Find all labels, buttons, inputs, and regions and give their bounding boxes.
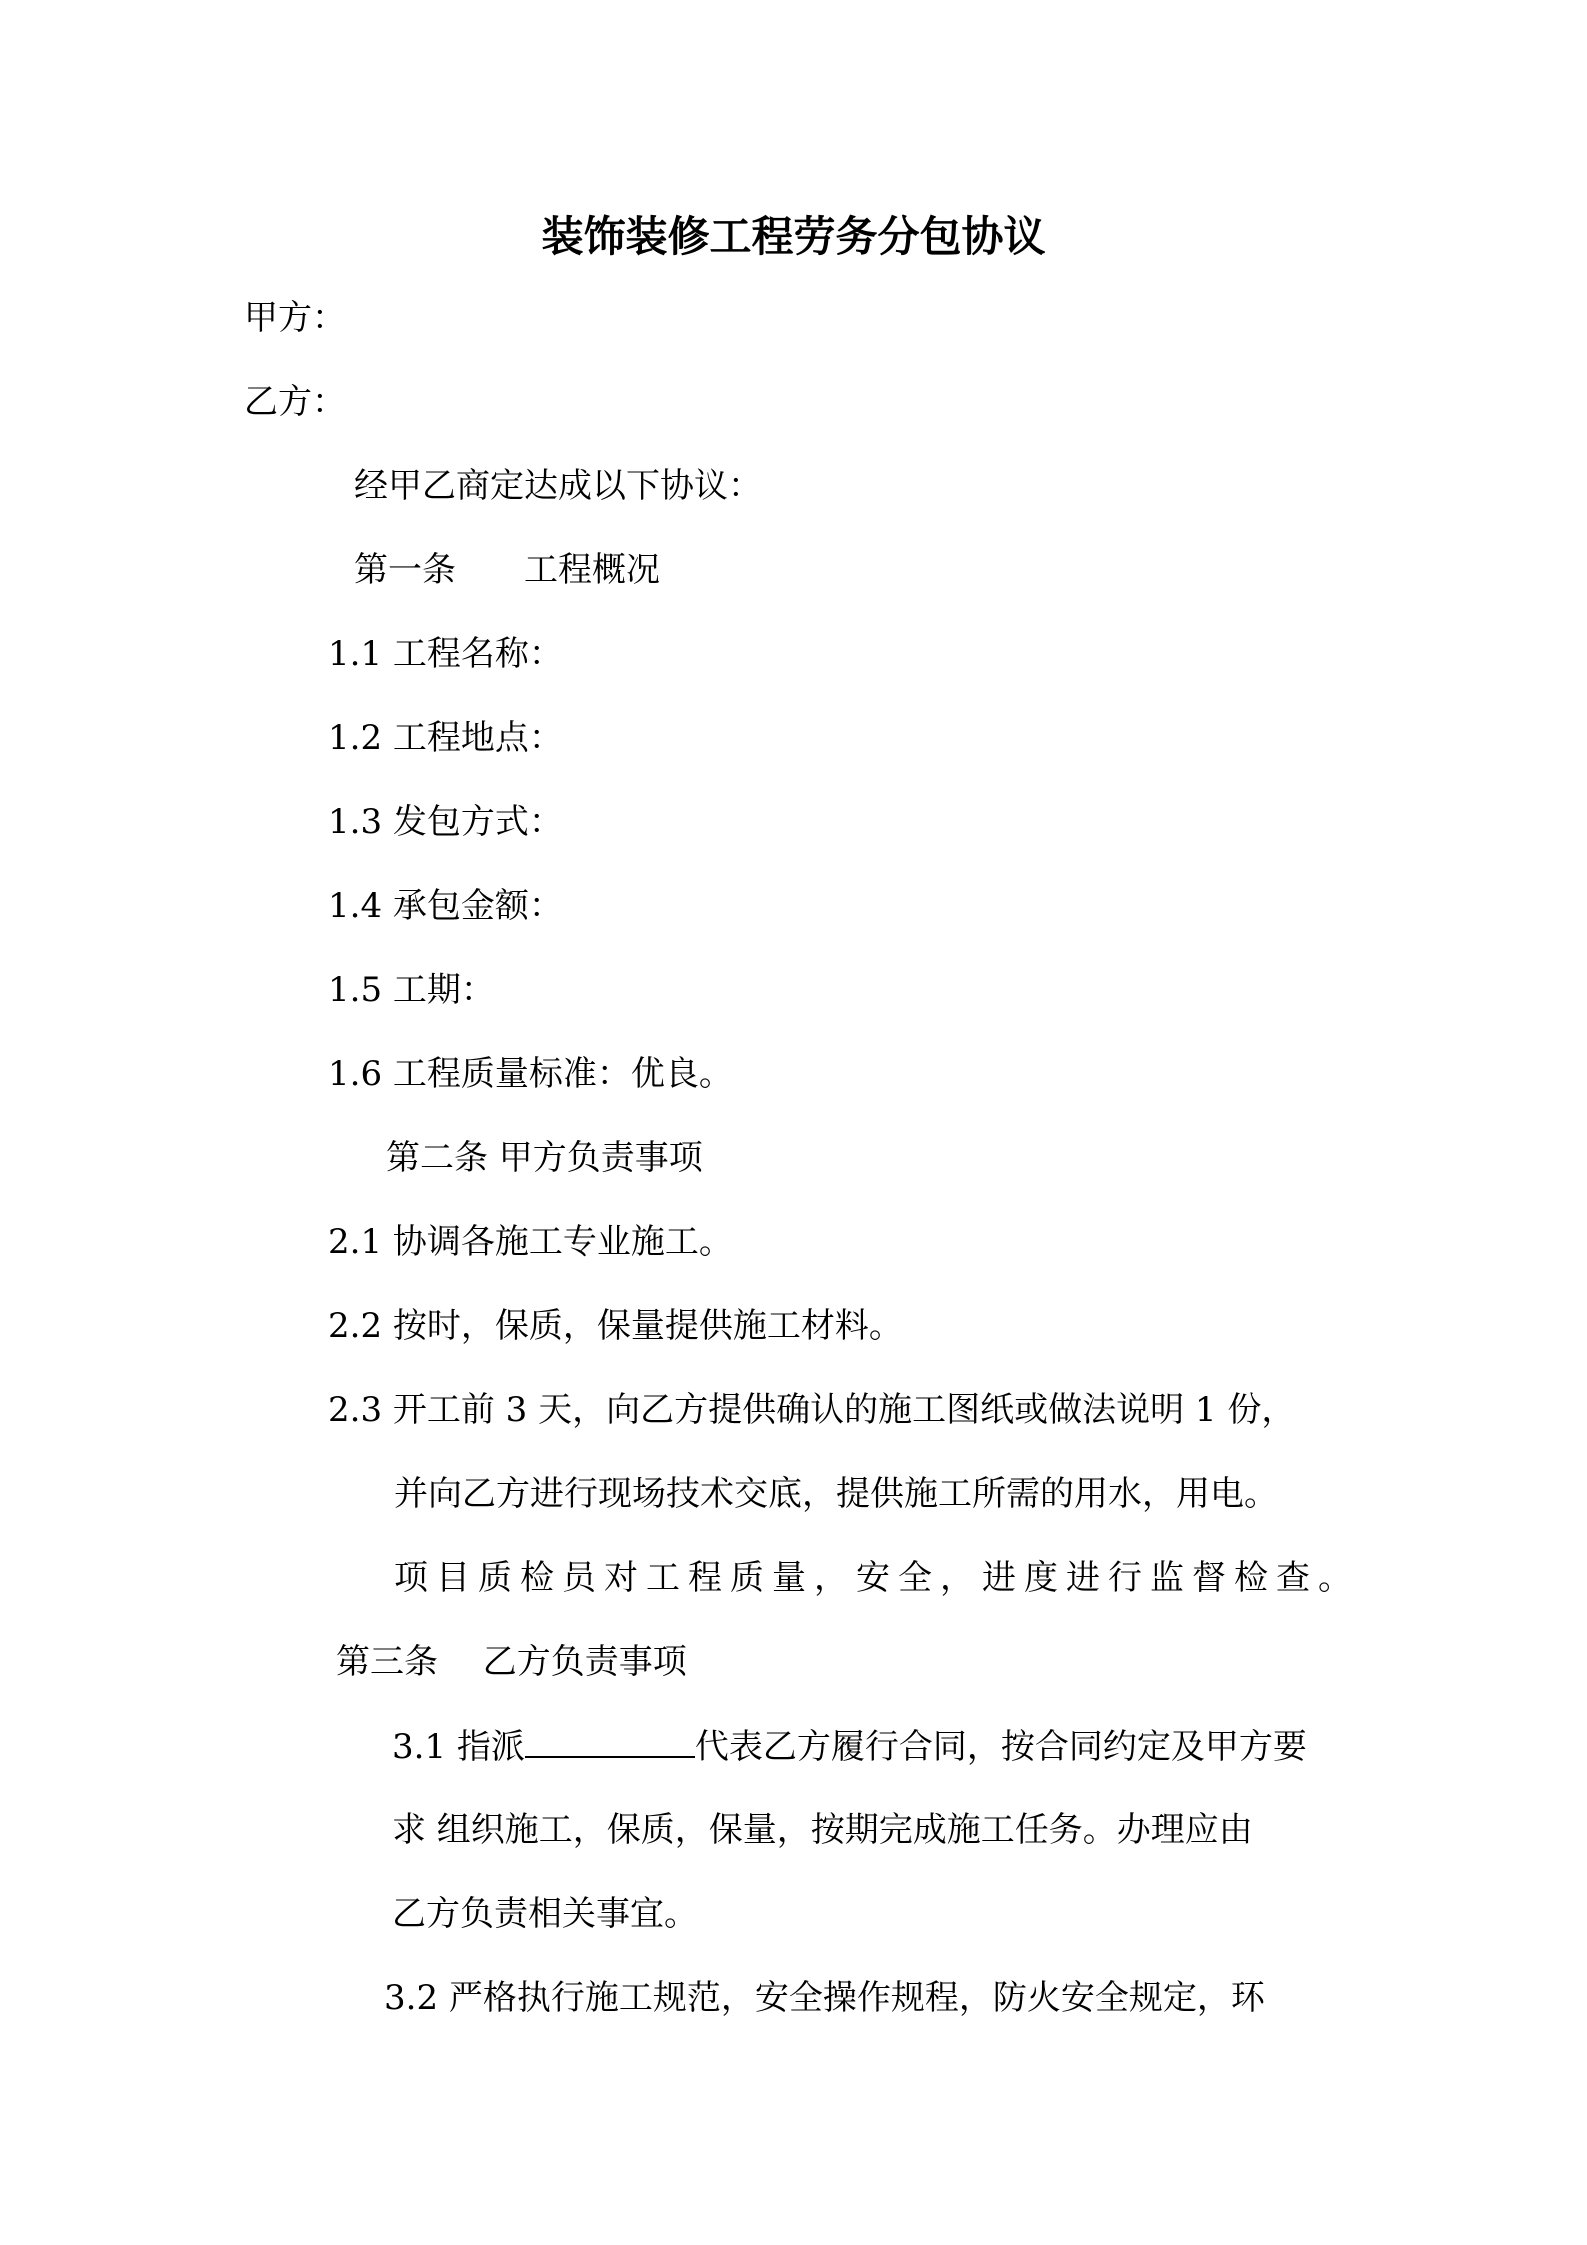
document-title: 装饰装修工程劳务分包协议 (541, 212, 1046, 261)
article-2-item-continuation: 项目质检员对工程质量，安全，进度进行监督检查。 (394, 1558, 1360, 1598)
article-1-item: 1.5 工期： (328, 970, 495, 1010)
item-suffix: 代表乙方履行合同，按合同约定及甲方要 (694, 1727, 1307, 1767)
party-a-label: 甲方： (244, 298, 346, 338)
article-1-item: 1.3 发包方式： (328, 802, 563, 842)
article-1-item: 1.1 工程名称： (328, 634, 563, 674)
article-2-item: 2.1 协调各施工专业施工。 (328, 1222, 733, 1262)
article-3-heading: 第三条 乙方负责事项 (336, 1642, 687, 1682)
article-1-item: 1.6 工程质量标准：优良。 (328, 1054, 733, 1094)
article-3-item-continuation: 乙方负责相关事宜。 (392, 1894, 698, 1934)
article-1-item: 1.4 承包金额： (328, 886, 563, 926)
article-2-heading: 第二条 甲方负责事项 (386, 1138, 703, 1178)
intro-text: 经甲乙商定达成以下协议： (354, 466, 762, 506)
article-2-item: 2.3 开工前 3 天，向乙方提供确认的施工图纸或做法说明 1 份， (328, 1390, 1296, 1430)
article-3-item-3-2: 3.2 严格执行施工规范，安全操作规程，防火安全规定，环 (384, 1978, 1265, 2018)
item-prefix: 3.1 指派 (392, 1727, 525, 1767)
article-1-heading: 第一条 工程概况 (354, 550, 660, 590)
article-2-item-continuation: 并向乙方进行现场技术交底，提供施工所需的用水，用电。 (394, 1474, 1278, 1514)
article-1-item: 1.2 工程地点： (328, 718, 563, 758)
representative-blank-line (525, 1726, 695, 1758)
article-3-item-continuation: 求 组织施工，保质，保量，按期完成施工任务。办理应由 (392, 1810, 1253, 1850)
article-2-item: 2.2 按时，保质，保量提供施工材料。 (328, 1306, 903, 1346)
article-3-item-3-1 (392, 1726, 1307, 1767)
party-b-label: 乙方： (244, 382, 346, 422)
